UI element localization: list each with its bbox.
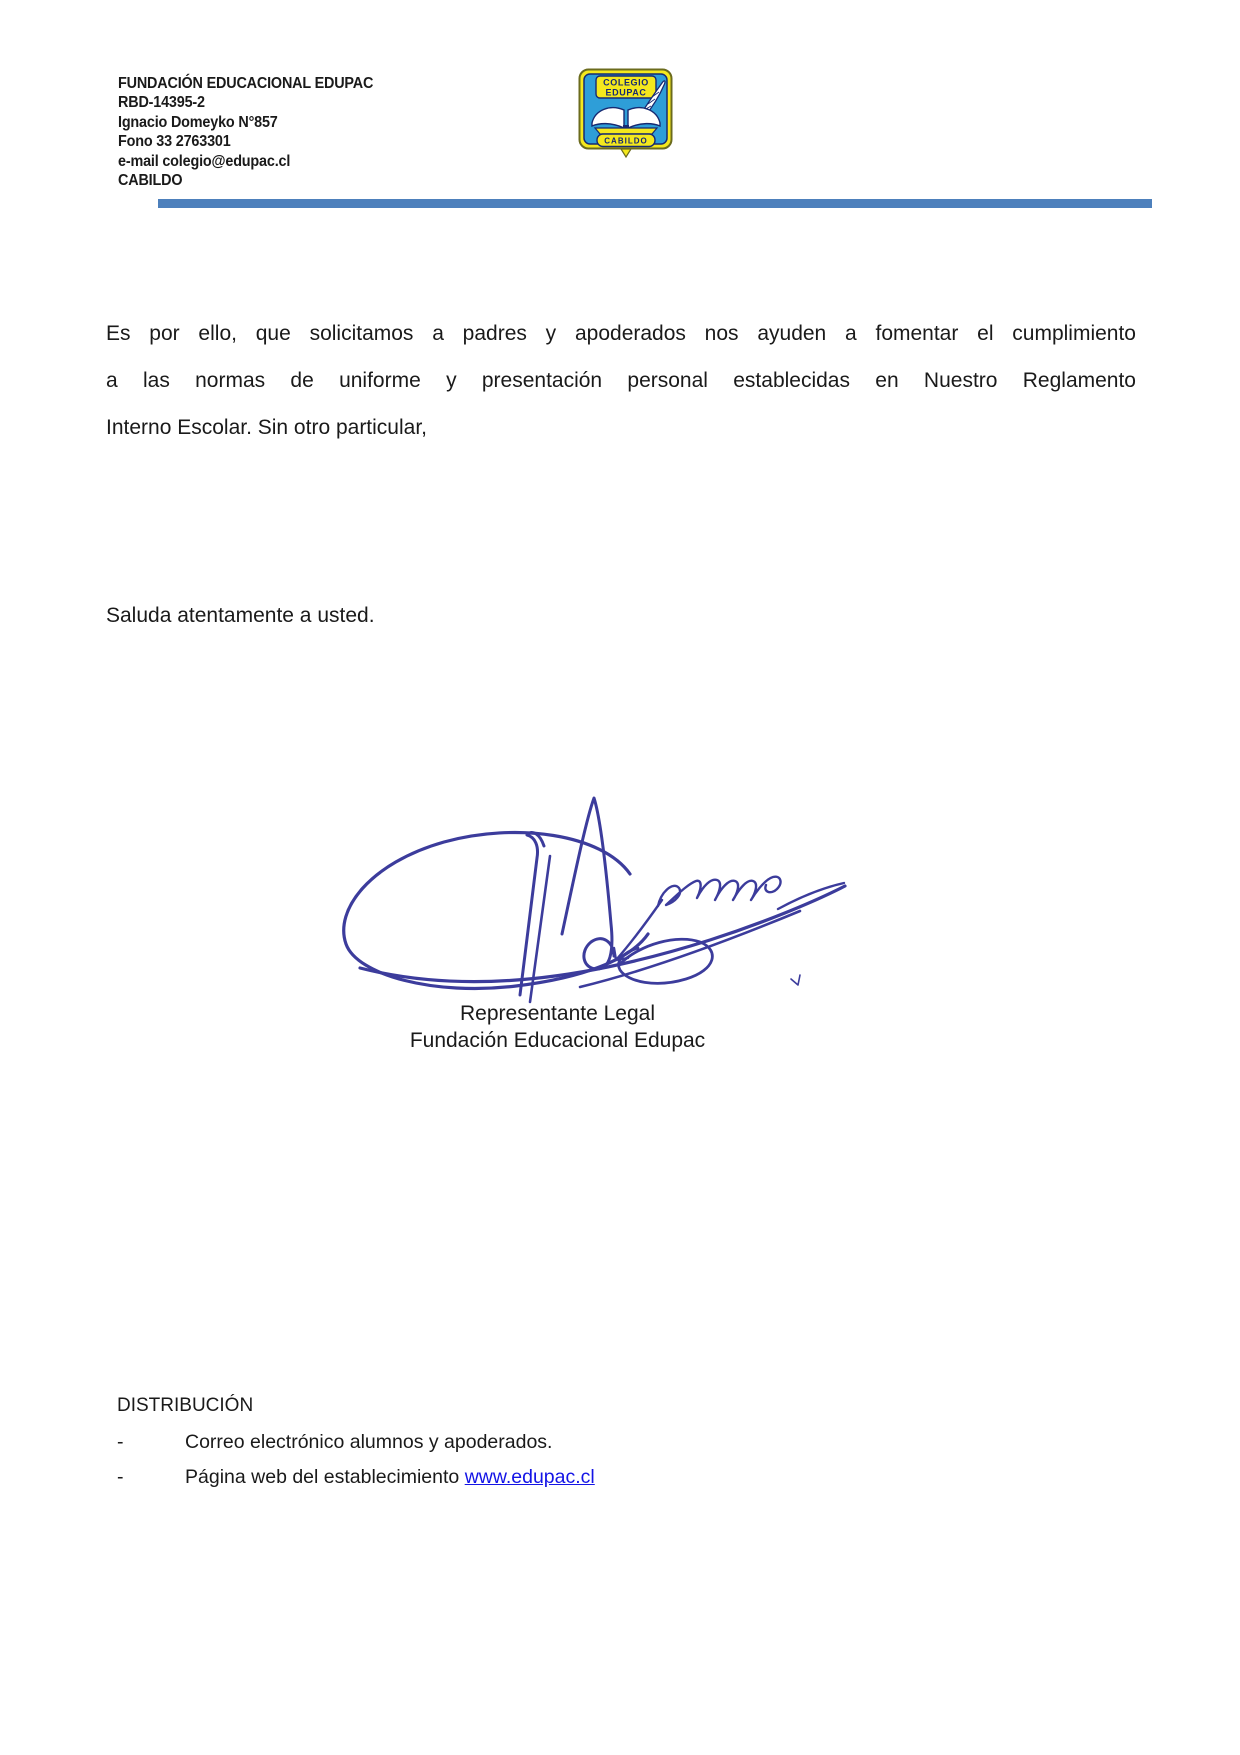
letterhead bbox=[118, 74, 373, 190]
logo-text-colegio: COLEGIO bbox=[603, 77, 649, 88]
signature-image bbox=[330, 782, 860, 1007]
org-email: e-mail colegio@edupac.cl bbox=[118, 152, 291, 170]
logo-text-cabildo: CABILDO bbox=[604, 136, 648, 146]
org-name: FUNDACIÓN EDUCACIONAL EDUPAC bbox=[118, 75, 374, 92]
body-paragraph bbox=[106, 310, 1136, 451]
school-crest-icon bbox=[578, 68, 674, 158]
org-phone: Fono 33 2763301 bbox=[118, 133, 231, 151]
distribution-title: DISTRIBUCIÓN bbox=[117, 1395, 254, 1416]
distribution-item bbox=[117, 1429, 917, 1455]
logo-text-edupac: EDUPAC bbox=[605, 87, 647, 98]
paragraph-line: Interno Escolar. Sin otro particular, bbox=[106, 416, 427, 439]
list-dash: - bbox=[117, 1466, 124, 1488]
list-dash: - bbox=[117, 1431, 124, 1453]
org-rbd: RBD-14395-2 bbox=[118, 94, 205, 112]
website-link[interactable]: www.edupac.cl bbox=[464, 1466, 595, 1488]
distribution-item-text: Correo electrónico alumnos y apoderados. bbox=[185, 1431, 553, 1453]
signature-caption bbox=[330, 1000, 785, 1054]
salutation: Saluda atentamente a usted. bbox=[106, 604, 375, 627]
signer-title: Representante Legal bbox=[460, 1002, 655, 1025]
signer-org: Fundación Educacional Edupac bbox=[409, 1029, 706, 1052]
org-city: CABILDO bbox=[118, 172, 183, 190]
header-rule bbox=[158, 199, 1152, 208]
paragraph-line: Es por ello, que solicitamos a padres y apoderados nos ayuden a fomentar el cumplimiento bbox=[106, 322, 1136, 345]
paragraph-line: a las normas de uniforme y presentación personal establecidas en Nuestro Reglamento bbox=[106, 369, 1136, 392]
distribution-item bbox=[117, 1464, 917, 1490]
org-address: Ignacio Domeyko N°857 bbox=[118, 113, 278, 131]
distribution-item-text: Página web del establecimiento bbox=[185, 1466, 465, 1488]
